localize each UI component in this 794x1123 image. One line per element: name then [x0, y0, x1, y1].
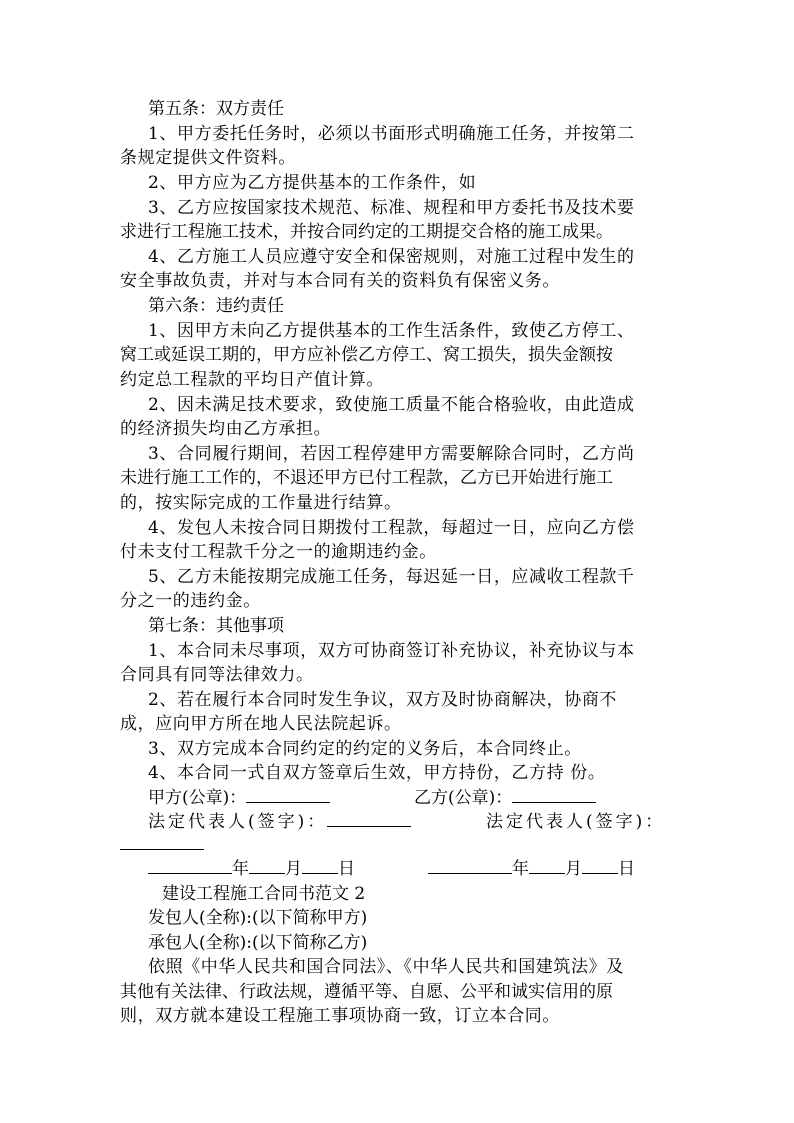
section-7-title: 第七条：其他事项 — [148, 616, 284, 636]
rep-a-blank — [327, 826, 411, 827]
section-5-title: 第五条：双方责任 — [148, 99, 284, 119]
paragraph-line: 2、若在履行本合同时发生争议，双方及时协商解决，协商不 — [148, 690, 618, 710]
paragraph-line: 的经济损失均由乙方承担。 — [120, 419, 332, 439]
paragraph-line: 则，双方就本建设工程施工事项协商一致，订立本合同。 — [120, 1006, 560, 1026]
date-b-month-blank — [529, 873, 565, 874]
party-b-seal-row — [414, 787, 596, 809]
paragraph-line: 未进行施工工作的，不退还甲方已付工程款，乙方已开始进行施工 — [120, 468, 613, 488]
date-a-month-blank — [249, 873, 285, 874]
date-a-year: 年 — [232, 859, 249, 879]
party-a-seal-label: 甲方(公章)： — [148, 788, 247, 808]
paragraph-line: 3、双方完成本合同约定的约定的义务后，本合同终止。 — [148, 739, 582, 759]
paragraph-line: 付未支付工程款千分之一的逾期违约金。 — [120, 542, 437, 562]
party-b-seal-blank — [512, 802, 596, 803]
rep-a-label: 法定代表人(签字)： — [148, 812, 328, 832]
rep-b-blank-row — [120, 834, 204, 856]
paragraph-line: 成，应向甲方所在地人民法院起诉。 — [120, 714, 402, 734]
paragraph-line: 2、因未满足技术要求，致使施工质量不能合格验收，由此造成 — [148, 395, 635, 415]
date-b-day: 日 — [618, 859, 635, 879]
rep-a-row — [148, 811, 411, 833]
paragraph-line: 依照《中华人民共和国合同法》、《中华人民共和国建筑法》及 — [148, 957, 624, 977]
paragraph-line: 的，按实际完成的工作量进行结算。 — [120, 493, 402, 513]
paragraph-line: 安全事故负责，并对与本合同有关的资料负有保密义务。 — [120, 271, 560, 291]
paragraph-line: 1、因甲方未向乙方提供基本的工作生活条件，致使乙方停工、 — [148, 321, 635, 341]
date-a-year-blank — [148, 873, 232, 874]
party-a-seal-row — [148, 787, 330, 809]
contract-2-heading: 建设工程施工合同书范文 2 — [162, 884, 366, 904]
rep-b-blank — [120, 849, 204, 850]
paragraph-line: 2、甲方应为乙方提供基本的工作条件，如 — [148, 173, 477, 193]
rep-b-label: 法定代表人(签字)： — [486, 812, 666, 832]
date-b-day-blank — [582, 873, 618, 874]
date-b-row — [428, 858, 635, 880]
date-a-row — [148, 858, 355, 880]
paragraph-line: 分之一的违约金。 — [120, 591, 261, 611]
employer-line: 发包人(全称):(以下简称甲方) — [148, 908, 368, 928]
date-a-day-blank — [302, 873, 338, 874]
paragraph-line: 窝工或延误工期的，甲方应补偿乙方停工、窝工损失，损失金额按 — [120, 345, 613, 365]
rep-b-row — [486, 811, 665, 833]
paragraph-line: 1、甲方委托任务时，必须以书面形式明确施工任务，并按第二 — [148, 124, 635, 144]
date-b-year-blank — [428, 873, 512, 874]
paragraph-line: 其他有关法律、行政法规，遵循平等、自愿、公平和诚实信用的原 — [120, 982, 613, 1002]
paragraph-line: 4、乙方施工人员应遵守安全和保密规则，对施工过程中发生的 — [148, 247, 635, 267]
date-a-day: 日 — [338, 859, 355, 879]
section-6-title: 第六条：违约责任 — [148, 296, 284, 316]
date-b-month: 月 — [565, 859, 582, 879]
paragraph-line: 约定总工程款的平均日产值计算。 — [120, 370, 384, 390]
paragraph-line: 4、本合同一式自双方签章后生效，甲方持份，乙方持 份。 — [148, 763, 606, 783]
paragraph-line: 1、本合同未尽事项，双方可协商签订补充协议，补充协议与本 — [148, 641, 635, 661]
paragraph-line: 求进行工程施工技术，并按合同约定的工期提交合格的施工成果。 — [120, 222, 613, 242]
paragraph-line: 5、乙方未能按期完成施工任务，每迟延一日，应减收工程款千 — [148, 567, 635, 587]
paragraph-line: 合同具有同等法律效力。 — [120, 665, 314, 685]
paragraph-line: 条规定提供文件资料。 — [120, 148, 296, 168]
paragraph-line: 3、乙方应按国家技术规范、标准、规程和甲方委托书及技术要 — [148, 198, 635, 218]
party-b-seal-label: 乙方(公章)： — [414, 788, 513, 808]
paragraph-line: 4、发包人未按合同日期拨付工程款，每超过一日，应向乙方偿 — [148, 518, 635, 538]
date-b-year: 年 — [512, 859, 529, 879]
party-a-seal-blank — [246, 802, 330, 803]
date-a-month: 月 — [285, 859, 302, 879]
contractor-line: 承包人(全称):(以下简称乙方) — [148, 933, 368, 953]
paragraph-line: 3、合同履行期间，若因工程停建甲方需要解除合同时，乙方尚 — [148, 444, 635, 464]
